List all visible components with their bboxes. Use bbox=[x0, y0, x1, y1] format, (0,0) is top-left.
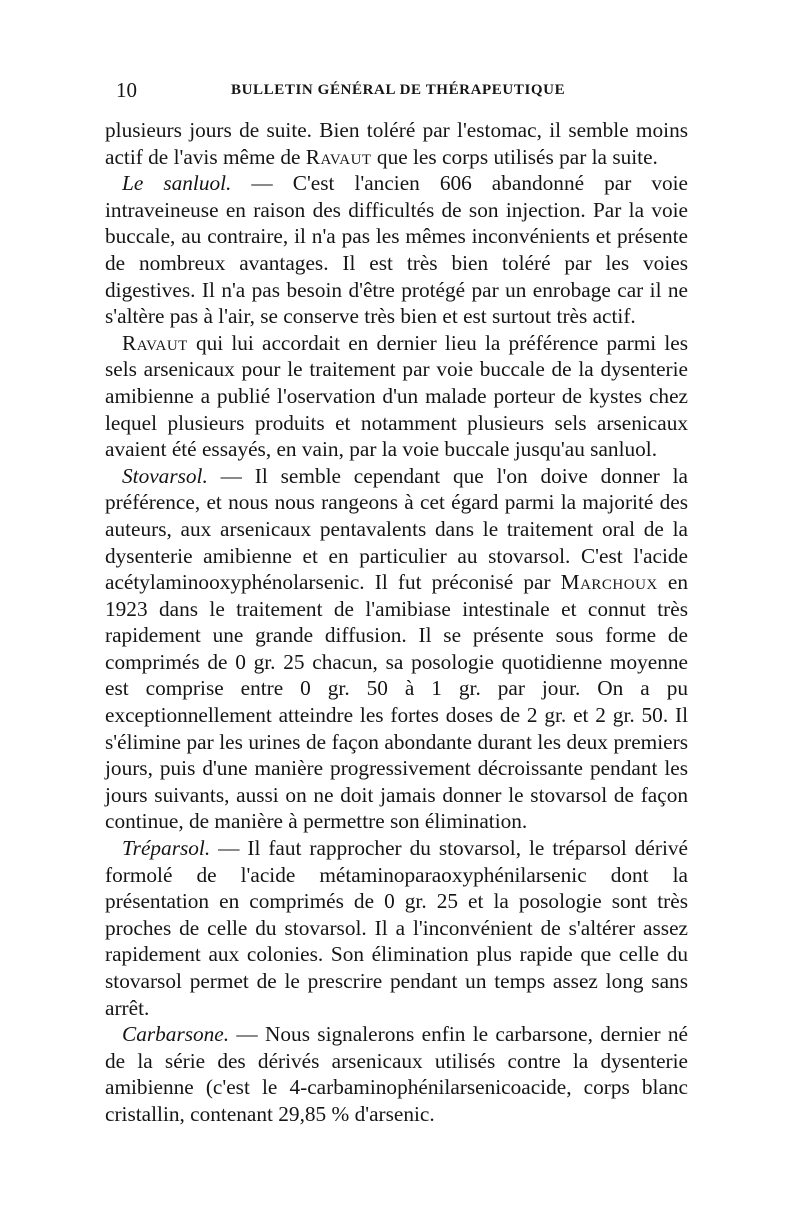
author-name: Ravaut bbox=[122, 330, 188, 355]
section-heading-stovarsol: Stovarsol. bbox=[122, 463, 208, 488]
section-heading-carbarsone: Carbarsone. bbox=[122, 1022, 230, 1047]
paragraph-carbarsone: Carbarsone. — Nous signalerons enfin le carbarsone, dernier né de la série des dérivés arsenicaux utilisés contre la dysenterie amibienne (c'est le 4-carbaminophénilarsenicoacide, corps blanc cristallin, contenant 29,85 % d'arsenic. bbox=[105, 1022, 688, 1126]
page-number: 10 bbox=[116, 78, 137, 102]
author-name: Marchoux bbox=[560, 570, 658, 595]
section-heading-treparsol: Tréparsol. bbox=[122, 836, 211, 861]
paragraph-continuation: plusieurs jours de suite. Bien toléré par l'estomac, il semble moins actif de l'avis même de Ravaut que les corps utilisés par la suite. bbox=[105, 118, 688, 169]
page-header bbox=[116, 72, 686, 104]
paragraph-treparsol: Tréparsol. — Il faut rapprocher du stovarsol, le tréparsol dérivé formolé de l'acide métaminoparaoxyphénilarsenic dont la présentation en comprimés de 0 gr. 25 et la posologie sont très proches de celle du stovarsol. Il a l'inconvénient de s'altérer assez rapidement aux colonies. Son élimination plus rapide que celle du stovarsol permet de le prescrire pendant un temps assez long sans arrêt. bbox=[105, 836, 688, 1020]
author-name: Ravaut bbox=[305, 144, 372, 169]
body-text bbox=[105, 117, 688, 1128]
paragraph-stovarsol: Stovarsol. — Il semble cependant que l'on doive donner la préférence, et nous nous rangeons à cet égard parmi la majorité des auteurs, aux arsenicaux pentavalents dans le traitement oral de la dysenterie amibienne et en particulier au stovarsol. C'est l'acide acétylaminooxyphénolarsenic. Il fut préconisé par Marchoux en 1923 dans le traitement de l'amibiase intestinale et connut très rapidement une grande diffusion. Il se présente sous forme de comprimés de 0 gr. 25 chacun, sa posologie quotidienne moyenne est comprise entre 0 gr. 50 à 1 gr. par jour. On a pu exceptionnellement atteindre les fortes doses de 2 gr. et 2 gr. 50. Il s'élimine par les urines de façon abondante durant les deux premiers jours, puis d'une manière progressivement décroissante pendant les jours suivants, aussi on ne doit jamais donner le stovarsol de façon continue, de manière à permettre son élimination. bbox=[105, 463, 688, 834]
running-title: BULLETIN GÉNÉRAL DE THÉRAPEUTIQUE bbox=[231, 82, 566, 98]
paragraph-sanluol: Le sanluol. — C'est l'ancien 606 abandonné par voie intraveineuse en raison des difficultés de son injection. Par la voie buccale, au contraire, il n'a pas les mêmes inconvénients et présente de nombreux avantages. Il est très bien toléré par les voies digestives. Il n'a pas besoin d'être protégé par un enrobage car il ne s'altère pas à l'air, se conserve très bien et est surtout très actif. bbox=[105, 171, 688, 329]
paragraph-ravaut: Ravaut qui lui accordait en dernier lieu la préférence parmi les sels arsenicaux pour le traitement par voie buccale de la dysenterie amibienne a publié l'oservation d'un malade porteur de kystes chez lequel plusieurs produits et notamment plusieurs sels arsenicaux avaient été essayés, en vain, par la voie buccale jusqu'au sanluol. bbox=[105, 330, 688, 462]
section-heading-sanluol: Le sanluol. bbox=[122, 171, 232, 196]
